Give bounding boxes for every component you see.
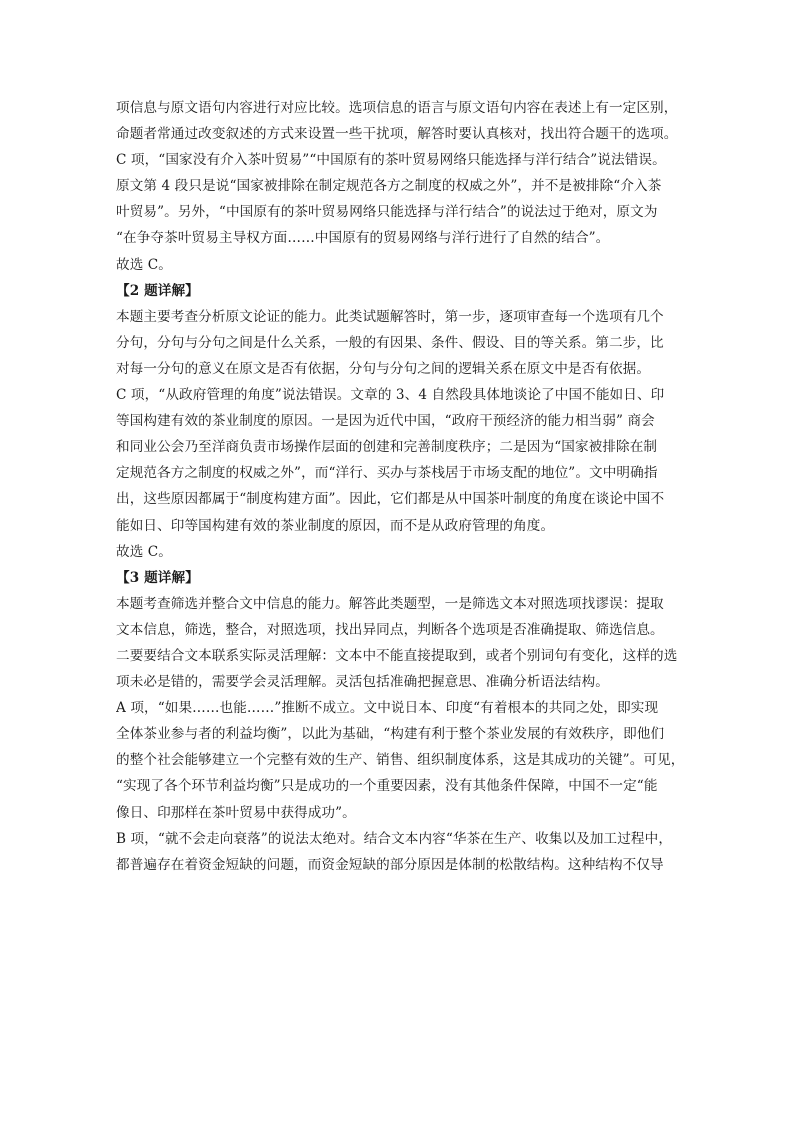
text-line: 故选 C。 [116,256,173,273]
text-line: A 项，“如果……也能……”推断不成立。文中说日本、印度“有着根本的共同之处，即实现 [116,700,659,717]
text-line: 项信息与原文语句内容进行对应比较。选项信息的语言与原文语句内容在表述上有一定区别， [116,100,678,116]
text-line: 像日、印那样在茶叶贸易中获得成功”。 [116,804,356,821]
text-line: 都普遍存在着资金短缺的问题，而资金短缺的部分原因是体制的松散结构。这种结构不仅导 [116,856,664,873]
document-body [116,95,696,878]
text-line: 能如日、印等国构建有效的茶业制度的原因，而不是从政府管理的角度。 [116,517,555,534]
text-line: 文本信息，筛选，整合，对照选项，找出异同点，判断各个选项是否准确提取、筛选信息。 [116,621,664,638]
text-line: 本题考查筛选并整合文中信息的能力。解答此类题型，一是筛选文本对照选项找谬误：提取 [116,595,664,612]
text-line: C 项，“从政府管理的角度”说法错误。文章的 3、4 自然段具体地谈论了中国不能如日、印 [116,387,665,404]
text-line: 分句，分句与分句之间是什么关系，一般的有因果、条件、假设、目的等关系。第二步，比 [116,334,664,351]
text-line: 定规范各方之制度的权威之外”，而“洋行、买办与茶栈居于市场支配的地位”。文中明确指 [116,465,658,482]
text-line: B 项，“就不会走向衰落”的说法太绝对。结合文本内容“华茶在生产、收集以及加工过程中， [116,830,673,847]
section-heading: 【2 题详解】 [116,282,199,299]
text-line: 本题主要考查分析原文论证的能力。此类试题解答时，第一步，逐项审查每一个选项有几个 [116,308,664,325]
text-line: 等国构建有效的茶业制度的原因。一是因为近代中国，“政府干预经济的能力相当弱” 商会 [116,413,655,430]
text-line: 故选 C。 [116,543,173,560]
text-line: 全体茶业参与者的利益均衡”，以此为基础，“构建有利于整个茶业发展的有效秩序，即他们 [116,726,665,743]
text-line: 二要要结合文本联系实际灵活理解：文本中不能直接提取到，或者个别词句有变化，这样的选 [116,647,678,664]
text-line: “实现了各个环节利益均衡”只是成功的一个重要因素，没有其他条件保障，中国不一定“能 [116,778,658,795]
text-line: 项未必是错的，需要学会灵活理解。灵活包括准确把握意思、准确分析语法结构。 [116,674,609,691]
text-line: 对每一分句的意义在原文是否有依据，分句与分句之间的逻辑关系在原文中是否有依据。 [116,360,651,377]
text-line: 出，这些原因都属于“制度构建方面”。因此，它们都是从中国茶叶制度的角度在谈论中国不 [116,491,665,508]
text-line: 和同业公会乃至洋商负责市场操作层面的创建和完善制度秩序；二是因为“国家被排除在制 [116,439,658,456]
text-line: 命题者常通过改变叙述的方式来设置一些干扰项，解答时要认真核对，找出符合题干的选项。 [116,126,678,143]
text-line: 原文第 4 段只是说“国家被排除在制定规范各方之制度的权威之外”，并不是被排除“介入茶 [116,178,662,195]
text-line: 叶贸易”。另外，“中国原有的茶叶贸易网络只能选择与洋行结合”的说法过于绝对，原文为 [116,204,658,221]
text-line: “在争夺茶叶贸易主导权方面……中国原有的贸易网络与洋行进行了自然的结合”。 [116,230,610,247]
text-line: 的整个社会能够建立一个完整有效的生产、销售、组织制度体系，这是其成功的关键”。可见， [116,752,685,769]
section-heading: 【3 题详解】 [116,569,199,586]
text-line: C 项，“国家没有介入茶叶贸易”“中国原有的茶叶贸易网络只能选择与洋行结合”说法错误。 [116,152,666,169]
